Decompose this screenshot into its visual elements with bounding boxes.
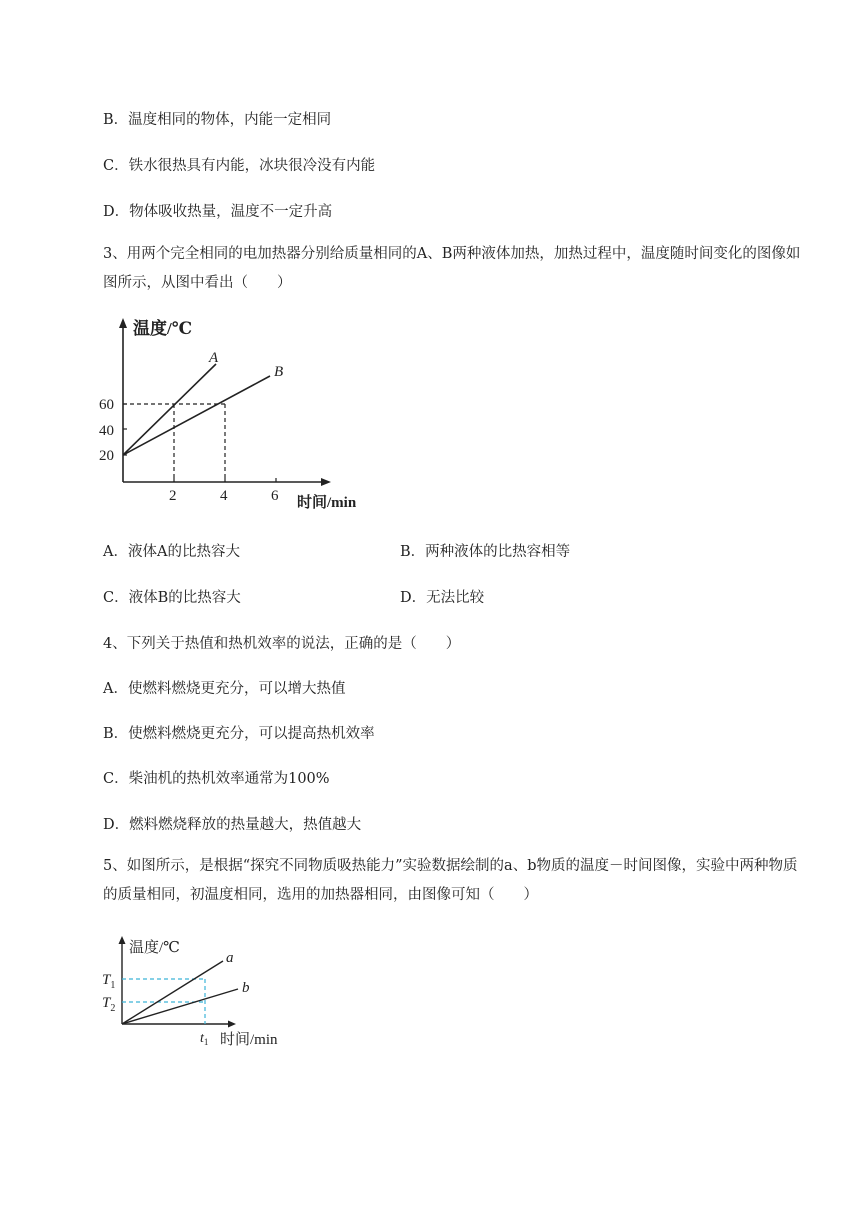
q5-y-label: 温度/℃ (129, 940, 180, 956)
q2-option-c: C．铁水很热具有内能，冰块很冷没有内能 (103, 158, 376, 174)
q2-option-b: B．温度相同的物体，内能一定相同 (103, 112, 332, 128)
q5-figure (95, 930, 295, 1080)
q5-stem: 5、如图所示，是根据“探究不同物质吸热能力”实验数据绘制的a、b物质的温度－时间图像，实验中两种物质的质量相同，初温度相同，选用的加热器相同，由图像可知（ ） (103, 858, 798, 903)
q5-line-a (122, 961, 223, 1024)
q4-stem: 4、下列关于热值和热机效率的说法，正确的是（ ） (103, 636, 461, 652)
q3-y-arrow (119, 318, 127, 328)
q2-option-d: D．物体吸收热量，温度不一定升高 (103, 204, 333, 220)
q3-y-label: 温度/℃ (133, 319, 193, 338)
q3-x-arrow (321, 478, 331, 486)
q4-option-b: B．使燃料燃烧更充分，可以提高热机效率 (103, 726, 375, 742)
q5-series-a-label: a (226, 950, 234, 966)
q3-option-d: D．无法比较 (400, 590, 485, 606)
q3-option-a: A．液体A的比热容大 (103, 544, 240, 560)
q3-x-label: 时间/min (297, 495, 357, 511)
q4-option-c: C．柴油机的热机效率通常为100% (103, 771, 330, 787)
q5-x-tick-label: $t_1$ (200, 1031, 209, 1047)
q5-line-b (122, 989, 238, 1024)
q4-option-d: D．燃料燃烧释放的热量越大，热值越大 (103, 817, 362, 833)
q3-y-tick-40: 40 (99, 423, 114, 439)
q5-y-arrow (119, 936, 126, 944)
q5-t2-label: $T_2$ (102, 995, 116, 1014)
q3-series-b-label: B (274, 364, 284, 380)
q3-x-tick-4: 4 (220, 488, 228, 504)
q3-x-tick-2: 2 (169, 488, 177, 504)
q4-option-a: A．使燃料燃烧更充分，可以增大热值 (103, 681, 346, 697)
q3-option-c: C．液体B的比热容大 (103, 590, 241, 606)
q3-option-b: B．两种液体的比热容相等 (400, 544, 571, 560)
q3-line-b (123, 376, 270, 455)
q3-series-a-label: A (209, 350, 219, 366)
q5-t1-label: $T_1$ (102, 972, 116, 991)
q3-line-a (123, 364, 216, 455)
q5-x-label: 时间/min (220, 1032, 278, 1048)
q3-x-tick-6: 6 (271, 488, 279, 504)
q3-y-tick-20: 20 (99, 448, 114, 464)
q3-figure (95, 310, 385, 520)
q5-x-arrow (228, 1021, 236, 1028)
q3-y-tick-60: 60 (99, 397, 114, 413)
q5-series-b-label: b (242, 980, 250, 996)
q3-stem: 3、用两个完全相同的电加热器分别给质量相同的A、B两种液体加热，加热过程中，温度随时间变化的图像如图所示，从图中看出（ ） (103, 246, 801, 291)
